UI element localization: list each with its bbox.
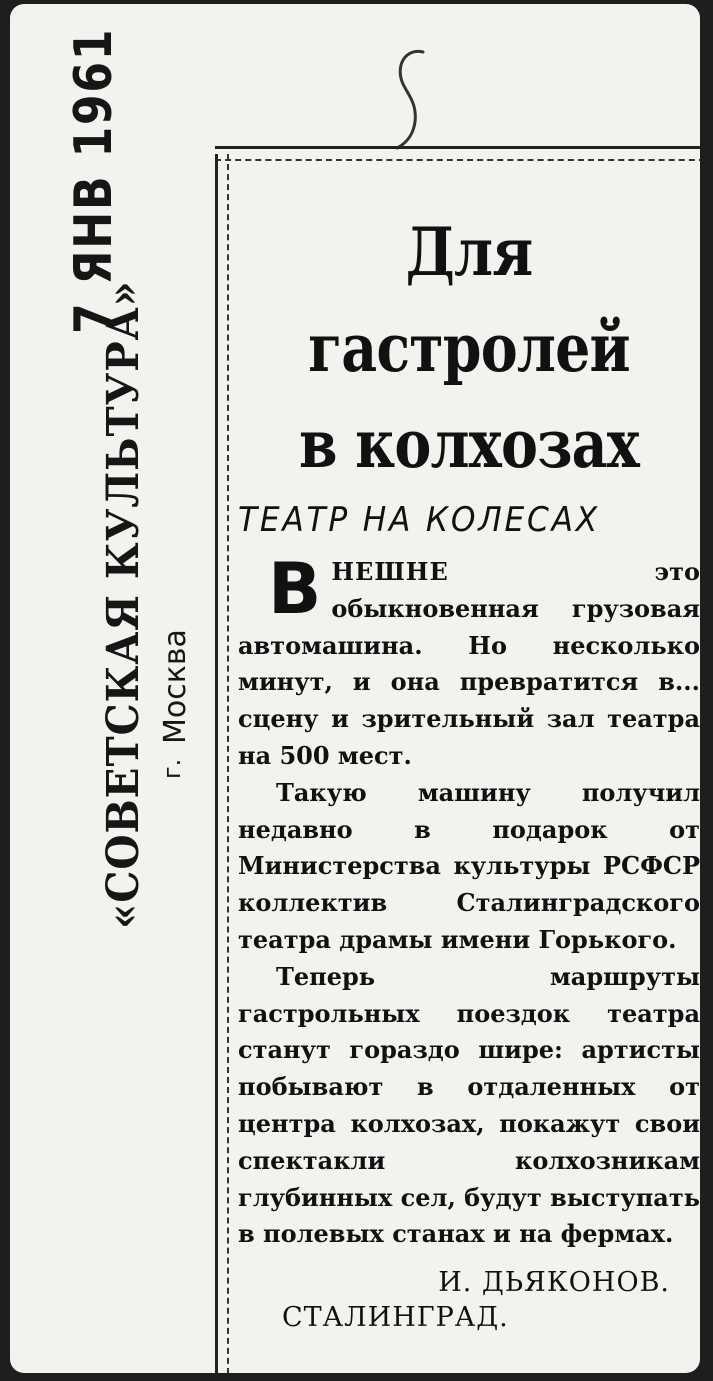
drop-cap: В: [268, 548, 322, 630]
newspaper-clipping: [10, 4, 700, 1373]
stamp-city: Москва: [158, 629, 193, 744]
dateline: СТАЛИНГРАД.: [282, 1302, 509, 1334]
newspaper-name: «СОВЕТСКАЯ КУЛЬТУРА»: [98, 280, 149, 929]
headline: [275, 204, 663, 492]
frame-border-top: [215, 146, 700, 161]
paragraph-3: Теперь маршруты гастрольных поездок театра станут гораздо шире: артисты побывают в отдаленных от центра колхозах, покажут свои спектакли колхозникам глубинных сел, будут выступать в полевых станах и на фермах.: [238, 961, 700, 1249]
paragraph-2: Такую машину получил недавно в подарок от Министерства культуры РСФСР коллектив Сталинградского театра драмы имени Горького.: [238, 777, 700, 954]
frame-border-left: [215, 154, 229, 1373]
paragraph-1-text: это обыкновенная грузовая автомашина. Но несколько минут, и она превратится в... сцену и зрительный зал театра на 500 мест.: [238, 557, 700, 770]
stamp-city-prefix: г.: [158, 758, 186, 779]
stamp-date: 7 ЯНВ 1961: [64, 27, 124, 334]
headline-line-1: Для гастролей: [308, 213, 630, 387]
article: [238, 204, 700, 1333]
subheadline: ТЕАТР НА КОЛЕСАХ: [238, 500, 600, 540]
article-body: [238, 548, 700, 1253]
author-byline: И. ДЬЯКОНОВ.: [438, 1267, 670, 1299]
paragraph-1: [238, 548, 700, 775]
clipping-stamp: [58, 4, 193, 934]
handwritten-check-mark: [375, 44, 445, 154]
lead-caps: НЕШНЕ: [331, 557, 449, 586]
headline-line-2: в колхозах: [299, 405, 639, 483]
